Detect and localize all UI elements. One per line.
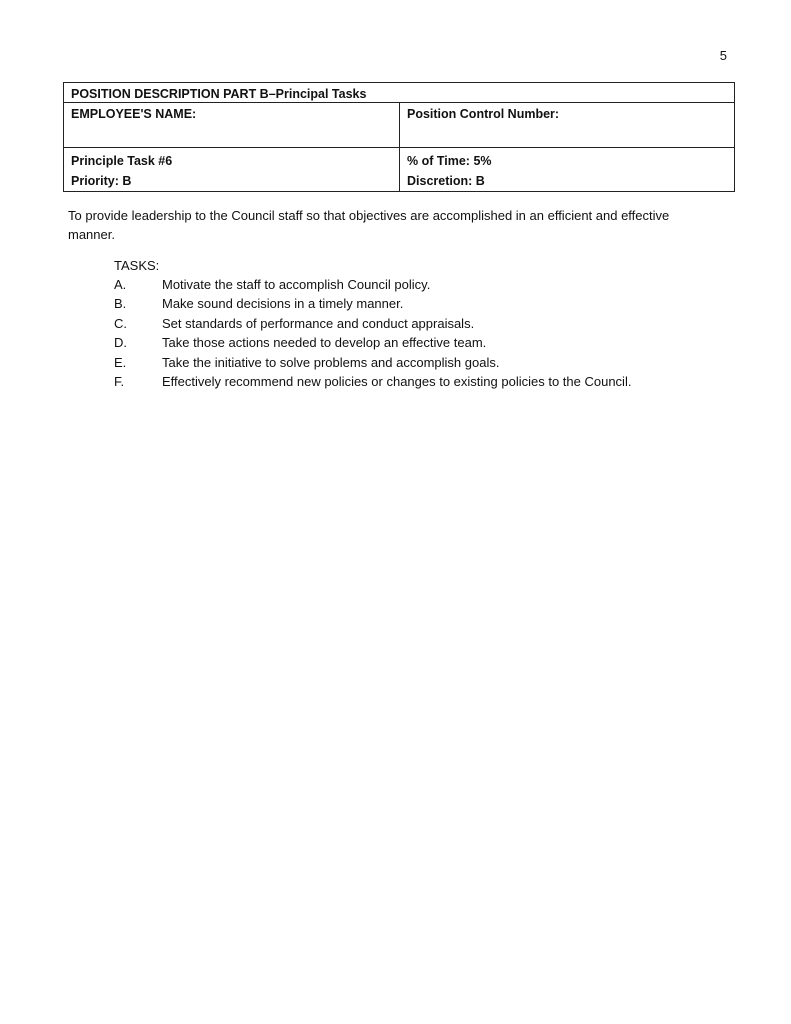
task-letter: B. <box>114 296 127 312</box>
principle-task-label: Principle Task #6 <box>71 154 173 168</box>
tasks-heading: TASKS: <box>114 258 160 273</box>
task-info-left <box>64 148 400 191</box>
task-text: Make sound decisions in a timely manner. <box>162 296 404 312</box>
time-percent-label: % of Time: 5% <box>407 154 492 168</box>
discretion-label: Discretion: B <box>407 174 485 188</box>
page-number: 5 <box>719 48 727 63</box>
task-info-right <box>400 148 734 191</box>
intro-paragraph: To provide leadership to the Council staff so that objectives are accomplished in an efficient and effective manner. <box>68 208 670 242</box>
tasks-section <box>114 258 694 391</box>
employee-name-label: EMPLOYEE'S NAME: <box>64 103 400 147</box>
priority-label: Priority: B <box>71 174 132 188</box>
task-text: Set standards of performance and conduct appraisals. <box>162 315 475 331</box>
task-text: Take the initiative to solve problems and accomplish goals. <box>162 354 500 370</box>
position-description-form <box>63 82 735 192</box>
task-letter: D. <box>114 335 127 351</box>
task-letter: C. <box>114 315 127 331</box>
task-item <box>114 314 694 333</box>
task-letter: E. <box>114 354 127 370</box>
task-item <box>114 294 694 313</box>
form-title-row <box>64 83 734 102</box>
form-title: POSITION DESCRIPTION PART B–Principal Tasks <box>71 87 367 101</box>
position-control-label: Position Control Number: <box>407 107 560 121</box>
employee-row <box>64 102 734 147</box>
task-letter: F. <box>114 374 125 390</box>
task-item <box>114 372 694 391</box>
task-item <box>114 275 694 294</box>
task-text: Motivate the staff to accomplish Council policy. <box>162 277 431 292</box>
task-text: Effectively recommend new policies or changes to existing policies to the Council. <box>162 374 632 390</box>
task-text: Take those actions needed to develop an effective team. <box>162 335 487 351</box>
task-item <box>114 333 694 352</box>
task-info-row <box>64 147 734 191</box>
task-item <box>114 353 694 372</box>
task-letter: A. <box>114 277 127 292</box>
